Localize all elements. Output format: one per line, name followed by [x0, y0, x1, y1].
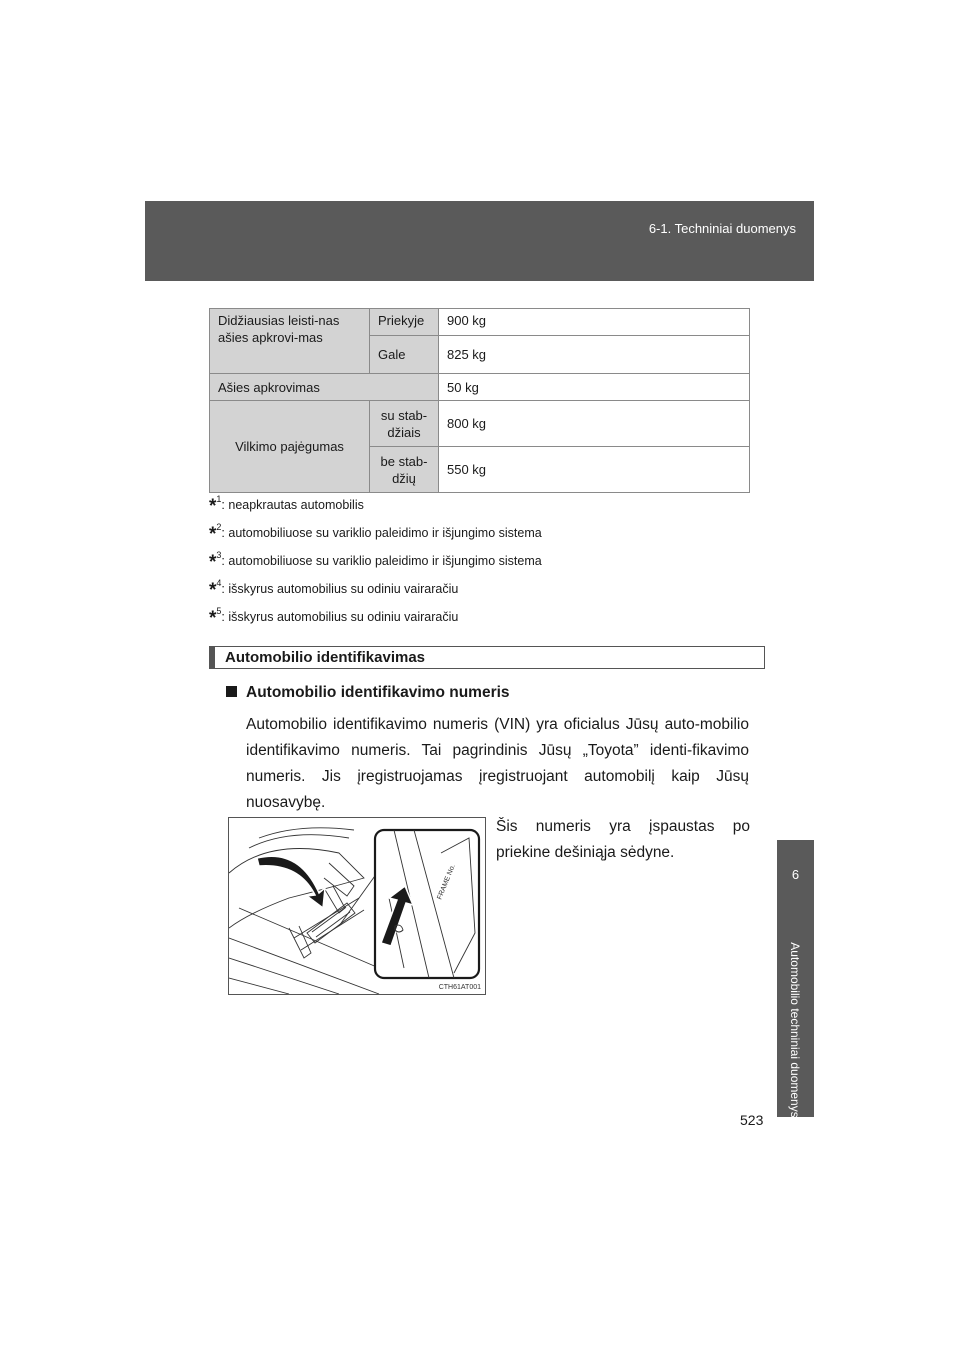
- front-value: 900 kg: [439, 309, 750, 336]
- square-bullet-icon: [226, 686, 237, 697]
- vin-location-text: Šis numeris yra įspaustas po priekine dešiniąja sėdyne.: [496, 818, 750, 861]
- unbraked-label: be stab-džių: [370, 447, 439, 493]
- side-tab-label: Automobilio techniniai duomenys: [788, 942, 802, 1118]
- footnote-marker: *: [209, 524, 217, 545]
- braked-label: su stab-džiais: [370, 401, 439, 447]
- footnote-text: : išskyrus automobilius su odiniu vairaračiu: [221, 610, 459, 624]
- footnotes: [209, 494, 542, 634]
- vin-illustration: [228, 817, 486, 995]
- footnote: [209, 494, 542, 522]
- footnote-number: 2: [216, 522, 222, 532]
- footnote: [209, 606, 542, 634]
- subheading: [226, 684, 510, 702]
- vin-paragraph: Automobilio identifikavimo numeris (VIN) yra oficialus Jūsų auto-mobilio identifikavimo numeris. Tai pagrindinis Jūsų „Toyota” identi-fikavimo numeris. Jis įregistruojamas įregistruojant automobilį kaip Jūsų nuosavybę.: [246, 716, 749, 811]
- footnote-number: 5: [216, 606, 222, 616]
- footnote-text: : automobiliuose su variklio paleidimo ir išjungimo sistema: [221, 526, 542, 540]
- footnote-marker: *: [209, 608, 217, 629]
- page-number: 523: [740, 1112, 764, 1128]
- figure-code: CTH61AT001: [438, 984, 481, 991]
- frame-no-text: FRAME No.: [436, 863, 457, 901]
- footnote-number: 4: [216, 578, 222, 588]
- spec-table: [209, 308, 750, 493]
- header-band: [145, 201, 814, 281]
- axle-load-label: Ašies apkrovimas: [210, 374, 439, 401]
- unbraked-value: 550 kg: [439, 447, 750, 493]
- footnote-number: 1: [216, 494, 222, 504]
- footnote-marker: *: [209, 580, 217, 601]
- section-title: 6-1. Techniniai duomenys: [648, 221, 796, 236]
- axle-label: Didžiausias leisti-nas ašies apkrovi-mas: [210, 309, 370, 374]
- rear-label: Gale: [370, 336, 439, 374]
- axle-load-value: 50 kg: [439, 374, 750, 401]
- pointer-arrow-icon: [257, 856, 325, 908]
- footnote-text: : neapkrautas automobilis: [221, 498, 364, 512]
- footnote-text: : automobiliuose su variklio paleidimo ir išjungimo sistema: [221, 554, 542, 568]
- footnote: [209, 522, 542, 550]
- front-label: Priekyje: [370, 309, 439, 336]
- footnote-marker: *: [209, 496, 217, 517]
- footnote-number: 3: [216, 550, 222, 560]
- footnote: [209, 550, 542, 578]
- rear-value: 825 kg: [439, 336, 750, 374]
- footnote-text: : išskyrus automobilius su odiniu vairaračiu: [221, 582, 459, 596]
- towing-label: Vilkimo pajėgumas: [210, 401, 370, 493]
- braked-value: 800 kg: [439, 401, 750, 447]
- footnote-marker: *: [209, 552, 217, 573]
- footnote: [209, 578, 542, 606]
- seat-vin-drawing: [229, 818, 485, 994]
- side-tab: [777, 840, 814, 1117]
- section-heading: Automobilio identifikavimas: [209, 646, 765, 669]
- side-tab-number: 6: [791, 867, 800, 882]
- subheading-text: Automobilio identifikavimo numeris: [246, 684, 510, 701]
